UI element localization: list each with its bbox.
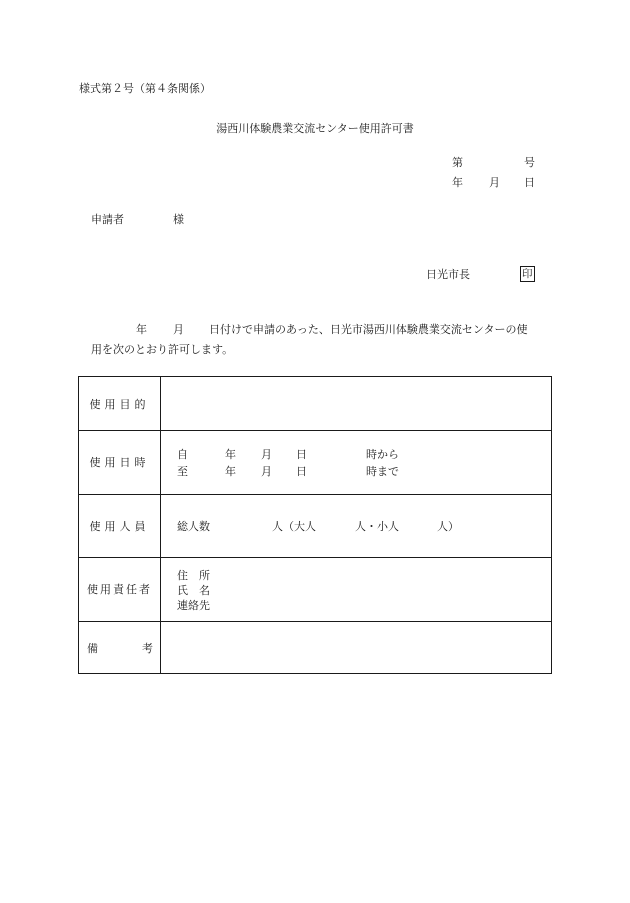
body-text-line1: 日付けで申請のあった、日光市湯西川体験農業交流センターの使 — [209, 323, 528, 336]
body-text-line2: 用を次のとおり許可します。 — [91, 343, 234, 356]
issue-date-month: 月 — [489, 176, 500, 189]
seal-mark: 印 — [522, 268, 533, 280]
datetime-from-year: 年 — [225, 448, 236, 461]
issue-date-year: 年 — [452, 176, 463, 189]
form-number: 様式第２号（第４条関係） — [79, 82, 211, 95]
people-label: 使用人員 — [89, 519, 150, 533]
issue-number-prefix: 第 — [452, 156, 463, 169]
body-month: 月 — [173, 323, 184, 336]
remarks-label — [87, 621, 153, 674]
applicant-label: 申請者 — [91, 213, 124, 226]
people-end: 人） — [437, 520, 459, 533]
datetime-to-time: 時まで — [366, 465, 399, 478]
datetime-from-prefix: 自 — [177, 448, 188, 461]
body-year: 年 — [136, 323, 147, 336]
issue-date-day: 日 — [524, 176, 535, 189]
remarks-label-second: 考 — [142, 641, 153, 655]
purpose-label: 使用目的 — [89, 397, 150, 411]
datetime-from-month: 月 — [261, 448, 272, 461]
remarks-label-first: 備 — [87, 641, 98, 655]
responsible-label: 使用責任者 — [87, 583, 152, 596]
issuer-name: 日光市長 — [426, 268, 470, 281]
datetime-to-month: 月 — [261, 465, 272, 478]
datetime-to-prefix: 至 — [177, 465, 188, 478]
address-label: 住 所 — [177, 569, 210, 582]
permit-table — [78, 376, 552, 674]
people-children: 人・小人 — [355, 520, 399, 533]
name-label: 氏 名 — [177, 584, 210, 597]
applicant-honorific: 様 — [173, 213, 184, 226]
table-column-divider — [160, 377, 161, 673]
people-total: 総人数 — [177, 520, 210, 533]
issue-number-suffix: 号 — [524, 156, 535, 169]
datetime-from-time: 時から — [366, 448, 399, 461]
datetime-from-day: 日 — [296, 448, 307, 461]
datetime-label: 使用日時 — [89, 456, 150, 469]
contact-label: 連絡先 — [177, 599, 210, 612]
datetime-to-year: 年 — [225, 465, 236, 478]
document-title: 湯西川体験農業交流センター使用許可書 — [216, 122, 414, 135]
datetime-to-day: 日 — [296, 465, 307, 478]
people-adults: 人（大人 — [272, 520, 316, 533]
